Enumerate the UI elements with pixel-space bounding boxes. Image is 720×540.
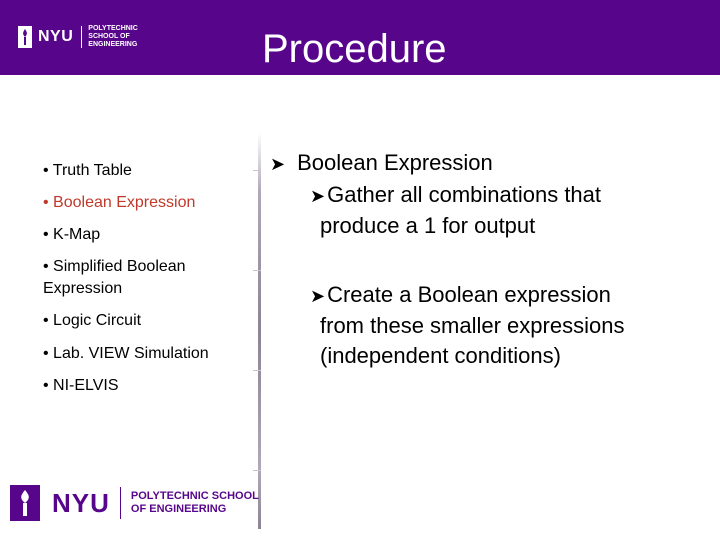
sub-bullet-gather-line1: Gather all combinations that [327,182,602,207]
torch-icon [10,485,40,521]
torch-icon [18,26,32,48]
list-item-labview: • Lab. VIEW Simulation [43,345,209,362]
arrow-bullet-icon: ➤ [310,186,326,206]
header-logo-divider [81,26,82,48]
divider-tick [253,170,261,171]
list-item-ni-elvis: • NI-ELVIS [43,377,119,394]
arrow-bullet-icon: ➤ [270,154,286,174]
footer-logo-divider [120,487,121,519]
list-item-truth-table: • Truth Table [43,162,132,179]
sub-bullet-create-line3: (independent conditions) [320,343,561,368]
footer-logo-school: POLYTECHNIC SCHOOL OF ENGINEERING [130,490,259,515]
slide-title: Procedure [262,27,447,71]
list-item-boolean-expression: • Boolean Expression [43,194,196,211]
header-logo-school: POLYTECHNIC SCHOOL OF ENGINEERING [88,25,138,48]
list-item-simplified-boolean: • Simplified Boolean Expression [43,258,186,297]
sub-bullet-create-line1: Create a Boolean expression [327,282,611,307]
arrow-bullet-icon: ➤ [310,286,326,306]
sub-bullet-gather [310,180,710,241]
list-item-logic-circuit: • Logic Circuit [43,312,142,329]
sub-bullet-gather-line2: produce a 1 for output [320,213,536,238]
list-item-k-map: • K-Map [43,226,101,243]
sub-bullet-create-line2: from these smaller expressions [320,313,625,338]
main-bullet [270,148,493,179]
header-bar [0,0,720,75]
divider-tick [253,270,261,271]
header-logo [18,24,163,50]
footer-logo-nyu: NYU [52,487,110,518]
footer-logo [10,485,261,521]
divider-tick [253,370,261,371]
header-logo-nyu: NYU [38,28,74,45]
sub-bullet-create [310,280,710,371]
divider-tick [253,470,261,471]
main-bullet-text: Boolean Expression [297,150,493,175]
